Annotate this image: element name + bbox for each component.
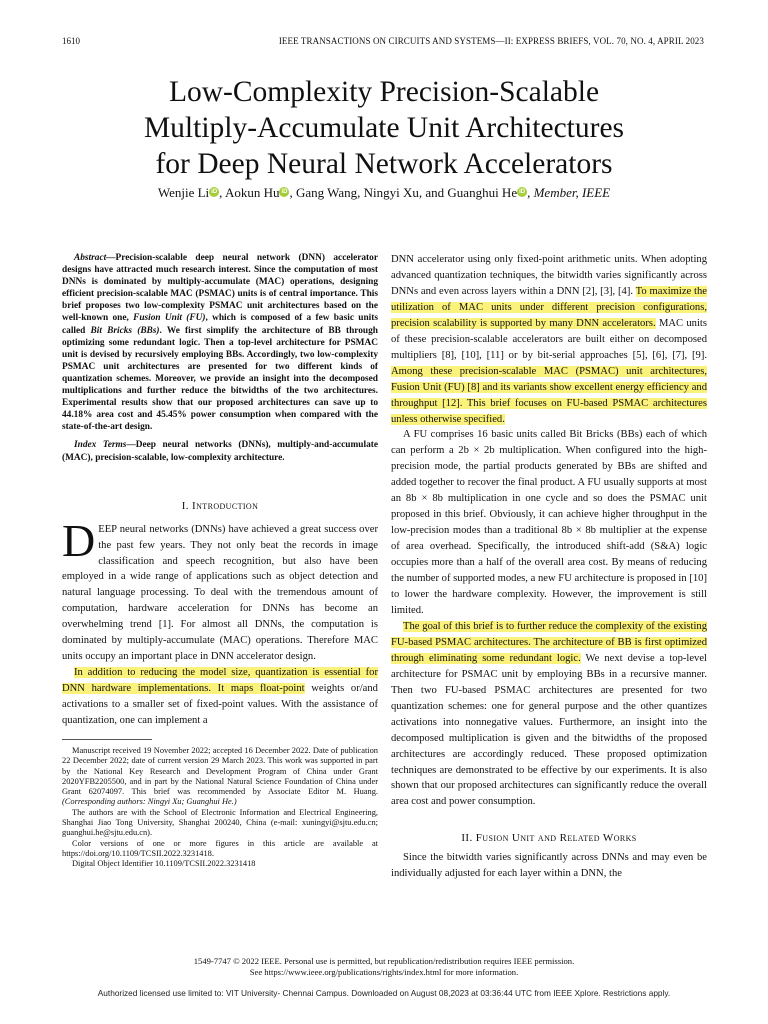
index-terms-label: Index Terms bbox=[74, 440, 127, 451]
highlighted-text: To maximize the utilization of MAC units under different precision configurations, precision scalability is supported by many DNN accelerators. bbox=[391, 285, 707, 329]
body-paragraph-3-text: We next devise a top-level architecture for PSMAC unit by employing BBs in a recursive manner. Then two FU-based PSMAC architectures are presented for two quantization schemes: one for general purpose and the other quantizes activations into nonnegative values. Furthermore, an insight into the decomposed multiplication is given and the bitwidths of the proposed architectures are accordingly reduced. These proposed optimization techniques are demonstrated to be effective by our experiments. It is also shown that our proposed architectures can significantly reduce the overall area cost and power consumption. bbox=[391, 652, 708, 808]
body-paragraph-1 bbox=[391, 252, 707, 427]
intro-paragraph-2-text: weights or/and activations to a smaller set of fixed-point values. With the assistance of quantization, one can implement a bbox=[62, 683, 378, 727]
title-line-1: Low-Complexity Precision-Scalable bbox=[168, 76, 600, 108]
section-heading-introduction: I. Introduction bbox=[181, 499, 259, 512]
title-line-3: for Deep Neural Network Accelerators bbox=[155, 148, 613, 180]
index-terms bbox=[62, 439, 378, 463]
abstract-text-2: , which is composed of a few basic units called bbox=[62, 313, 378, 336]
body-paragraph-2: A FU comprises 16 basic units called Bit Bricks (BBs) each of which can perform a 2b × 2b multiplication. When configured into the high-precision mode, the partial products generated by BBs are shifted and added together to recover the final product. A FU usually supports at most an 8b × 8b multiplication in one cycle and so does the PSMAC unit proposed in this brief. Obviously, it can achieve higher throughput in the low-precision modes than a traditional 8b × 8b multiplier at the expense of area overhead. Specifically, the introduced shift-add (S&A) logic occupies more than a half of the overall area cost. By means of reducing the number of supported modes, a new FU architecture is proposed in [10] to lower the hardware complexity. However, the improvement is still limited. bbox=[391, 429, 707, 616]
page-number: 1610 bbox=[62, 36, 80, 46]
title-line-2: Multiply-Accumulate Unit Architectures bbox=[143, 112, 625, 144]
rights-url[interactable]: See https://www.ieee.org/publications/rights/index.html for more information. bbox=[249, 967, 519, 977]
orcid-icon[interactable]: iD bbox=[281, 189, 288, 195]
author-2: , Aokun Hu bbox=[219, 185, 280, 200]
highlighted-text: The goal of this brief is to further reduce the complexity of the existing FU-based PSMAC architectures. The architecture of BB is first optimized through eliminating some redundant logic. bbox=[391, 620, 707, 664]
intro-paragraph-1 bbox=[62, 514, 378, 666]
highlighted-text: Among these precision-scalable MAC (PSMAC) unit architectures, Fusion Unit (FU) [8] and its variants show excellent energy efficiency and throughput [12]. This brief focuses on FU-based PSMAC architectures unless otherwise specified. bbox=[391, 365, 707, 425]
abstract-text-3: . We first simplify the architecture of BB through optimizing some redundant logic. Then a top-level architecture for PSMAC unit is devised by recursively employing BBs. Accordingly, two low-complexity PSMAC unit architectures are presented for two different kinds of quantization schemes. Moreover, we provide an insight into the decomposed multiplications and further reduce the bitwidths of the two architectures. Experimental results show that our proposed architectures can save up to 44.18% area cost and 45.45% power consumption when compared with the state-of-the-art design. bbox=[62, 325, 378, 433]
index-terms-text: —Deep neural networks (DNNs), multiply-and-accumulate (MAC), precision-scalable, low-complexity architecture. bbox=[62, 440, 378, 463]
section-heading-fusion-unit: II. Fusion Unit and Related Works bbox=[461, 832, 637, 845]
body-paragraph-1-text-b: MAC units of these precision-scalable accelerators are built either on decomposed multipliers [8], [10], [11] or by bit-serial approaches [5], [6], [7], [9]. bbox=[391, 317, 707, 361]
paper-title bbox=[60, 74, 708, 182]
running-head: IEEE TRANSACTIONS ON CIRCUITS AND SYSTEMS—II: EXPRESS BRIEFS, VOL. 70, NO. 4, APRIL 2023 bbox=[278, 36, 704, 46]
intro-paragraph-1-text: EEP neural networks (DNNs) have achieved a great success over the past few years. They not only beat the records in image classification and speech recognition, but also have been employed in a wide range of applications such as object detection and natural language processing. To deal with the tremendous amount of computation, hardware acceleration for DNNs has become an overwhelming trend [1]. For almost all DNNs, the computation is dominated by multiply-accumulate (MAC) operations. Therefore MAC units occupy an important place in DNN accelerator design. bbox=[62, 523, 378, 663]
footnote-rule bbox=[62, 739, 152, 740]
intro-paragraph-2 bbox=[62, 665, 378, 729]
author-list bbox=[60, 185, 708, 201]
copyright-line: 1549-7747 © 2022 IEEE. Personal use is permitted, but republication/redistribution requires IEEE permission. bbox=[193, 956, 575, 966]
license-notice: Authorized licensed use limited to: VIT University- Chennai Campus. Downloaded on August 08,2023 at 03:36:44 UTC from IEEE Xplore. Restrictions apply. bbox=[97, 988, 671, 998]
footnote-manuscript bbox=[62, 746, 378, 808]
abstract bbox=[62, 252, 378, 433]
body-paragraph-1-text-a: DNN accelerator using only fixed-point arithmetic units. When adopting advanced quantization techniques, the bitwidth varies significantly across DNNs and even across layers within a DNN [2], [3], [4]. bbox=[391, 254, 707, 297]
corresponding-authors: (Corresponding authors: Ningyi Xu; Guanghui He.) bbox=[62, 797, 237, 807]
body-paragraph-3 bbox=[391, 619, 707, 810]
footnote-doi: Digital Object Identifier 10.1109/TCSII.2022.3231418 bbox=[72, 859, 256, 869]
highlighted-text: In addition to reducing the model size, quantization is essential for DNN hardware implementations. It maps float-point bbox=[62, 667, 378, 695]
footnote-affiliation: The authors are with the School of Electronic Information and Electrical Engineering, Shanghai Jiao Tong University, Shanghai 200240, China (e-mail: xuningyi@sjtu.edu.cn; guanghui.he@sjtu.edu.cn). bbox=[62, 807, 378, 838]
body-paragraph-4: Since the bitwidth varies significantly across DNNs and may even be individually adjusted for each layer within a DNN, the bbox=[391, 852, 707, 880]
drop-cap: D bbox=[62, 514, 96, 566]
footnote-color-versions: Color versions of one or more figures in this article are available at https://doi.org/10.1109/TCSII.2022.3231418. bbox=[62, 838, 378, 858]
right-column bbox=[391, 252, 707, 882]
abstract-term-fu: Fusion Unit (FU) bbox=[133, 313, 206, 324]
author-1: Wenjie Li bbox=[157, 185, 210, 200]
abstract-label: Abstract— bbox=[74, 253, 116, 263]
copyright-notice bbox=[0, 956, 768, 978]
left-column bbox=[62, 252, 378, 870]
footnote-manuscript-text: Manuscript received 19 November 2022; accepted 16 December 2022. Date of publication 22 December 2022; date of current version 29 March 2023. This work was supported in part by the National Key Research and Development Program of China under Grant 2020YFB2205500, and in part by the National Natural Science Foundation of China under Grant 62074097. This brief was recommended by Associate Editor M. Huang. bbox=[62, 745, 378, 797]
orcid-icon[interactable]: iD bbox=[211, 189, 218, 195]
author-3-5: , Gang Wang, Ningyi Xu, and Guanghui He bbox=[289, 185, 518, 200]
abstract-text: Precision-scalable deep neural network (DNN) accelerator designs have attracted much research interest. Since the computation of most DNNs is dominated by multiply-accumulate (MAC) operations, designing efficient precision-scalable MAC (PSMAC) units is of central importance. This brief proposes two low-complexity PSMAC unit architectures based on the well-known one, bbox=[62, 253, 378, 324]
abstract-term-bb: Bit Bricks (BBs) bbox=[90, 325, 160, 336]
author-membership: , Member, IEEE bbox=[527, 185, 611, 200]
orcid-icon[interactable]: iD bbox=[519, 189, 526, 195]
